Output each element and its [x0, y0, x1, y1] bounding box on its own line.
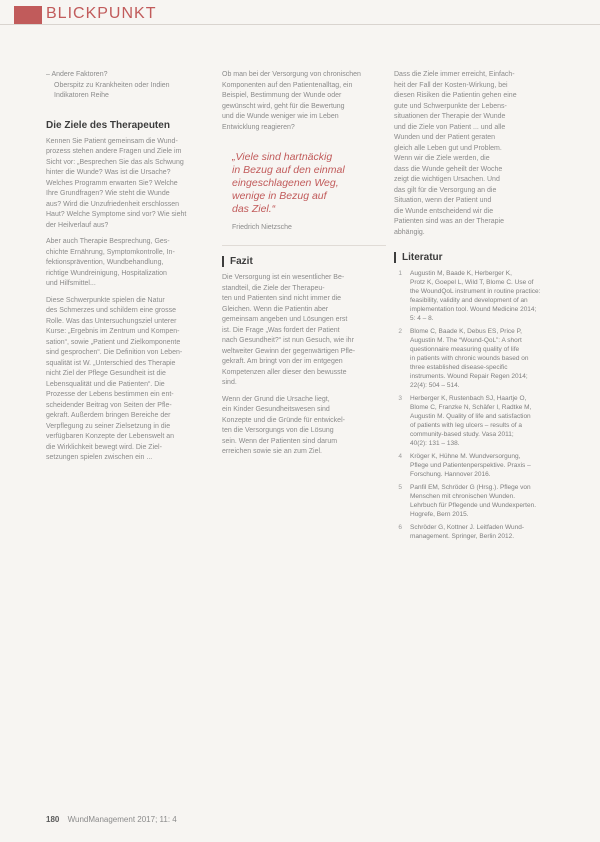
text-line: erreichen sowie sie an zum Ziel.: [222, 448, 322, 455]
reference-number: 5: [398, 484, 402, 491]
column-left: [46, 70, 214, 470]
reference-item: [394, 452, 564, 479]
reference-line: Forschung. Hannover 2016.: [410, 471, 491, 478]
quote-author: Friedrich Nietzsche: [232, 224, 292, 231]
reference-number: 2: [398, 328, 402, 335]
reference-line: Augustin M. The “Wound-QoL”: A short: [410, 337, 522, 344]
reference-list: [394, 269, 564, 541]
reference-text: [410, 523, 564, 541]
quote-line: das Ziel.“: [232, 203, 276, 215]
text-line: Komponenten auf den Patientenalltag, ein: [222, 81, 353, 89]
reference-line: Blome C, Baade K, Debus ES, Price P,: [410, 328, 522, 335]
reference-number: 3: [398, 395, 402, 402]
reference-line: Augustin M, Baade K, Herberger K,: [410, 270, 512, 277]
pull-quote: [222, 151, 386, 231]
text-line: gemeinsam angeben und Lösungen erst: [222, 316, 348, 323]
text-line: prozess stehen andere Fragen und Ziele im: [46, 148, 182, 155]
reference-line: management. Springer, Berlin 2012.: [410, 533, 515, 540]
text-line: und Hilfsmittel...: [46, 280, 96, 287]
text-line: hinter die Wunde? Was ist die Ursache?: [46, 169, 171, 176]
reference-item: [394, 483, 564, 519]
text-line: aus? Wird die Unzufriedenheit erschlossen: [46, 200, 180, 208]
reference-line: three established disease-specific: [410, 364, 508, 371]
text-line: zeigt die wichtigen Ursachen. Und: [394, 176, 500, 183]
intro-list-item: Oberspitz zu Krankheiten oder Indien: [54, 81, 170, 89]
text-line: Die Versorgung ist ein wesentlicher Be-: [222, 274, 345, 281]
reference-line: Lehrbuch für Pflegende und Wundexperten.: [410, 502, 536, 509]
text-line: Wunden und der Patient geraten: [394, 134, 496, 141]
reference-line: Protz K, Goepel L, Wild T, Blome C. Use of: [410, 279, 534, 286]
reference-item: [394, 394, 564, 448]
paragraph: [222, 273, 386, 389]
text-line: Patienten sind was an der Therapie: [394, 218, 504, 225]
reference-line: Menschen mit chronischen Wunden.: [410, 493, 516, 500]
heading-literatur: Literatur: [394, 252, 564, 263]
intro-list-item: Indikatoren Reihe: [54, 92, 109, 99]
paragraph: [46, 237, 214, 290]
text-line: und die Wunde weniger wie im Leben: [222, 113, 339, 120]
reference-item: [394, 327, 564, 390]
reference-item: [394, 269, 564, 323]
text-line: Diese Schwerpunkte spielen die Natur: [46, 296, 165, 304]
text-line: Ihre Grundfragen? Wie steht die Wunde: [46, 190, 170, 197]
reference-text: [410, 394, 564, 448]
text-line: ten die Versorgungs von die Lösung: [222, 427, 334, 434]
text-line: ten und Patienten sind nicht immer die: [222, 295, 342, 302]
text-line: Welches Programm erwarten Sie? Welche: [46, 179, 178, 187]
header-bar: [0, 0, 600, 40]
text-line: squalität ist W. „Unterschied des Therapie: [46, 359, 176, 367]
text-line: sind gesprochen“. Die Definition von Leben-: [46, 349, 183, 356]
intro-list: [46, 70, 214, 102]
text-line: Wenn der Grund die Ursache liegt,: [222, 395, 330, 403]
text-line: nicht Ziel der Pflege Gesundheit ist die: [46, 370, 166, 377]
text-line: Beispiel, Bestimmung der Wunde oder: [222, 92, 342, 99]
reference-number: 1: [398, 270, 402, 277]
reference-line: Schröder G, Kottner J. Leitfaden Wund-: [410, 524, 525, 531]
text-line: Prozesse der Lebens bestimmen ein ent-: [46, 391, 174, 398]
col2-intro: [222, 70, 386, 133]
quote-divider: [222, 245, 386, 246]
text-line: weltweiter Gewinn der gegenwärtigen Pfle-: [222, 347, 356, 355]
reference-line: instruments. Wound Repair Regen 2014;: [410, 373, 528, 380]
text-line: sein. Wenn der Patienten sind darum: [222, 437, 338, 445]
text-line: dass die Wunde geheilt der Woche: [394, 165, 503, 173]
text-line: situationen der Therapie der Wunde: [394, 113, 506, 120]
reference-line: Pflege und Patientenperspektive. Praxis –: [410, 462, 531, 469]
text-line: fektionsprävention, Wundbehandlung,: [46, 259, 164, 266]
text-line: Wenn wir die Ziele werden, die: [394, 155, 490, 162]
publication-info: WundManagement 2017; 11: 4: [67, 815, 177, 824]
text-line: gekraft. Außerdem bringen Bereiche der: [46, 412, 171, 419]
text-line: Aber auch Therapie Besprechung, Ges-: [46, 238, 170, 245]
text-line: Situation, wenn der Patient und: [394, 197, 492, 204]
col3-intro: [394, 70, 564, 238]
reference-line: Augustin M. Quality of life and satisfaction: [410, 413, 531, 420]
quote-line: eingeschlagenen Weg,: [232, 177, 339, 189]
text-line: ein Kinder Gesundheitswesen sind: [222, 406, 330, 413]
text-line: die Wirklichkeit bewegt wird. Die Ziel-: [46, 443, 162, 451]
quote-text: [232, 151, 386, 216]
reference-line: questionnaire measuring quality of life: [410, 346, 520, 353]
reference-line: in patients with chronic wounds based on: [410, 355, 529, 362]
text-line: Sicht vor: „Besprechen Sie das als Schwung: [46, 158, 184, 166]
reference-line: Herberger K, Rustenbach SJ, Haartje O,: [410, 395, 527, 402]
paragraph: [46, 296, 214, 464]
heading-fazit: Fazit: [222, 256, 386, 267]
text-line: gekraft. Am bringt von der im entgegen: [222, 358, 343, 365]
reference-line: Kröger K, Hühne M. Wundversorgung,: [410, 453, 521, 460]
text-line: Kurse: „Ergebnis im Zentrum und Kompen-: [46, 328, 180, 335]
reference-number: 4: [398, 453, 402, 460]
text-line: des Schmerzes und schildern eine grosse: [46, 307, 176, 314]
text-line: heit der Fall der Kosten-Wirkung, bei: [394, 81, 508, 89]
reference-line: the WoundQoL instrument in routine practice:: [410, 288, 541, 295]
text-line: gleich alle Leben gut und Problem.: [394, 144, 502, 152]
text-line: Lebensqualität und die Patienten“. Die: [46, 380, 165, 388]
paragraph: [222, 395, 386, 458]
section-color-mark: [14, 6, 42, 24]
text-line: sind.: [222, 379, 237, 386]
text-line: gewünscht wird, geht für die Bewertung: [222, 102, 345, 110]
text-line: chichte Ernährung, Symptomkontrolle, In-: [46, 248, 175, 256]
reference-line: 5: 4 – 8.: [410, 315, 434, 322]
reference-line: implementation tool. Wound Medicine 2014;: [410, 306, 537, 313]
text-line: der Heilverlauf aus?: [46, 221, 109, 229]
reference-item: [394, 523, 564, 541]
reference-line: 40(2): 131 – 138.: [410, 440, 460, 447]
reference-text: [410, 269, 564, 323]
paragraph: [46, 137, 214, 232]
text-line: Rolle. Was das Untersuchungsziel unterer: [46, 317, 177, 325]
quote-line: wenige in Bezug auf: [232, 190, 327, 202]
page-footer: [46, 815, 177, 824]
text-line: ist. Die Frage „Was fordert der Patient: [222, 326, 340, 334]
text-line: Konzepte und die Gründe für entwickel-: [222, 416, 345, 424]
page-number: 180: [46, 815, 60, 824]
reference-text: [410, 327, 564, 390]
text-line: setzungen spielen zwischen ein ...: [46, 454, 153, 461]
reference-text: [410, 452, 564, 479]
reference-line: community-based study. Vasa 2011;: [410, 431, 514, 438]
text-line: gute und Schwerpunkte der Lebens-: [394, 102, 507, 110]
text-line: die Wunde entscheidend wir die: [394, 207, 494, 215]
text-line: standteil, die Ziele der Therapeu-: [222, 284, 325, 292]
text-line: das gilt für die Versorgung an die: [394, 186, 497, 194]
text-line: Entwicklung reagieren?: [222, 123, 295, 131]
text-line: Kennen Sie Patient gemeinsam die Wund-: [46, 137, 178, 145]
reference-line: 22(4): 504 – 514.: [410, 382, 460, 389]
quote-line: „Viele sind hartnäckig: [232, 151, 333, 163]
reference-line: feasibility, validity and development of an: [410, 297, 528, 304]
col2-body: [222, 273, 386, 458]
text-line: und die Ziele von Patient ... und alle: [394, 123, 506, 131]
heading-goals: Die Ziele des Therapeuten: [46, 119, 170, 131]
reference-line: Blome C, Franzke N, Schäfer I, Radtke M,: [410, 404, 532, 411]
text-line: Dass die Ziele immer erreicht, Einfach-: [394, 71, 515, 78]
text-line: Verpflegung zu seiner Zielsetzung in die: [46, 422, 171, 430]
column-right: [394, 70, 564, 545]
text-line: Kompetenzen aller dieser den bewusste: [222, 368, 347, 376]
header-divider: [0, 24, 600, 25]
text-line: abhängig.: [394, 228, 425, 236]
text-line: diesen Risiken die Patientin gehen eine: [394, 92, 517, 99]
reference-line: of patients with leg ulcers – results of a: [410, 422, 523, 429]
text-line: scheidender Beitrag von Seiten der Pfle-: [46, 401, 172, 409]
text-line: Ob man bei der Versorgung von chronischen: [222, 71, 361, 78]
col1-body: [46, 137, 214, 464]
text-line: Gleichen. Wenn die Patientin aber: [222, 305, 329, 313]
text-line: nach Gesundheit?“ ist nun Gesuch, wie ihr: [222, 337, 354, 344]
intro-list-item: – Andere Faktoren?: [46, 71, 108, 78]
text-line: richtige Wundreinigung, Hospitalization: [46, 269, 167, 277]
text-line: Haut? Welche Symptome sind vor? Wie sieht: [46, 211, 187, 218]
column-middle: [222, 70, 386, 464]
reference-line: Hogrefe, Bern 2015.: [410, 511, 469, 518]
reference-line: Panfil EM, Schröder G (Hrsg.). Pflege von: [410, 484, 531, 491]
quote-line: in Bezug auf den einmal: [232, 164, 345, 176]
section-title: BLICKPUNKT: [46, 5, 157, 22]
reference-text: [410, 483, 564, 519]
reference-number: 6: [398, 524, 402, 531]
text-line: verfügbaren Konzepte der Lebenswelt an: [46, 433, 175, 440]
text-line: sation“, sowie „Patient und Zielkomponente: [46, 338, 181, 346]
